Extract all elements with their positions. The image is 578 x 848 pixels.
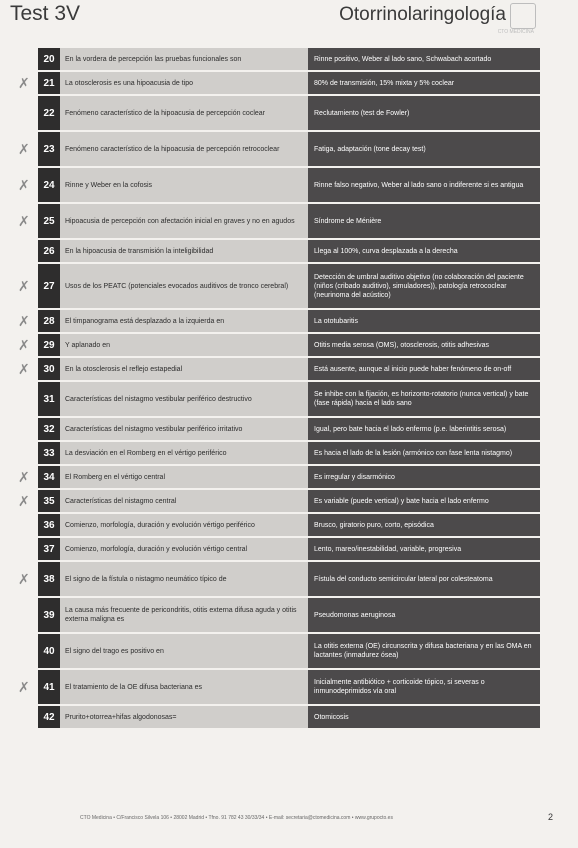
handwritten-x-mark-icon: ✗ <box>18 278 30 294</box>
question-cell <box>38 490 308 512</box>
qa-row <box>18 490 540 514</box>
question-cell <box>38 264 308 308</box>
question-number: 40 <box>38 634 60 668</box>
handwritten-x-mark-icon: ✗ <box>18 679 30 695</box>
handwritten-x-mark-icon: ✗ <box>18 361 30 377</box>
question-number: 32 <box>38 418 60 440</box>
question-number: 22 <box>38 96 60 130</box>
answer-text: Fístula del conducto semicircular lateral por colesteatoma <box>308 562 540 596</box>
question-cell <box>38 562 308 596</box>
subject-title: Otorrinolaringología <box>339 4 506 25</box>
question-number: 33 <box>38 442 60 464</box>
answer-text: Es hacia el lado de la lesión (armónico con fase lenta nistagmo) <box>308 442 540 464</box>
question-number: 25 <box>38 204 60 238</box>
answer-text: 80% de transmisión, 15% mixta y 5% coclear <box>308 72 540 94</box>
cto-logo-icon <box>510 3 536 29</box>
question-cell <box>38 48 308 70</box>
question-text: Comienzo, morfología, duración y evolución vértigo central <box>65 545 248 553</box>
question-text: Y aplanado en <box>65 341 111 349</box>
question-text: Características del nistagmo vestibular periférico destructivo <box>65 395 252 403</box>
qa-row <box>38 598 540 634</box>
footer-text: CTO Medicina • C/Francisco Silvela 106 • 28002 Madrid • Tfno. 91 782 43 30/33/34 • E-mail: secretaria@ctomedicina.com • www.grupocto.es <box>80 815 393 821</box>
logo-text: CTO MEDICINA <box>497 29 534 35</box>
question-text: En la otosclerosis el reflejo estapedial <box>65 365 183 373</box>
question-number: 42 <box>38 706 60 728</box>
qa-row <box>18 72 540 96</box>
qa-row <box>38 418 540 442</box>
answer-text: Es irregular y disarmónico <box>308 466 540 488</box>
question-cell <box>38 598 308 632</box>
question-cell <box>38 514 308 536</box>
handwritten-x-mark-icon: ✗ <box>18 469 30 485</box>
answer-text: La otitis externa (OE) circunscrita y difusa bacteriana y en las OMA en lactantes (inmadurez ósea) <box>308 634 540 668</box>
question-cell <box>38 466 308 488</box>
question-text: El signo de la fístula o nistagmo neumático típico de <box>65 575 227 583</box>
qa-row <box>38 634 540 670</box>
question-text: La causa más frecuente de pericondritis, otitis externa difusa aguda y otitis externa maligna es <box>65 607 297 623</box>
qa-row <box>38 382 540 418</box>
qa-row <box>38 96 540 132</box>
qa-row <box>18 358 540 382</box>
answer-text: Se inhibe con la fijación, es horizonto-rotatorio (nunca vertical) y bate (fase rápida) hacia el lado sano <box>308 382 540 416</box>
question-cell <box>38 706 308 728</box>
answer-text: Lento, mareo/inestabilidad, variable, progresiva <box>308 538 540 560</box>
qa-row <box>38 240 540 264</box>
question-number: 30 <box>38 358 60 380</box>
answer-text: Brusco, giratorio puro, corto, episódica <box>308 514 540 536</box>
test-title: Test 3V <box>10 2 81 25</box>
question-cell <box>38 634 308 668</box>
qa-row <box>18 562 540 598</box>
question-number: 28 <box>38 310 60 332</box>
qa-row <box>38 538 540 562</box>
answer-text: Está ausente, aunque al inicio puede haber fenómeno de on-off <box>308 358 540 380</box>
question-number: 31 <box>38 382 60 416</box>
question-cell <box>38 334 308 356</box>
answer-text: Igual, pero bate hacia el lado enfermo (p.e. laberintitis serosa) <box>308 418 540 440</box>
question-text: Comienzo, morfología, duración y evolución vértigo periférico <box>65 521 255 529</box>
answer-text: Rinne falso negativo, Weber al lado sano o indiferente si es antigua <box>308 168 540 202</box>
question-number: 34 <box>38 466 60 488</box>
answer-text: Llega al 100%, curva desplazada a la derecha <box>308 240 540 262</box>
answer-text: Rinne positivo, Weber al lado sano, Schwabach acortado <box>308 48 540 70</box>
answer-text: Pseudomonas aeruginosa <box>308 598 540 632</box>
question-cell <box>38 382 308 416</box>
question-text: Características del nistagmo central <box>65 497 177 505</box>
qa-row <box>18 466 540 490</box>
question-text: La otosclerosis es una hipoacusia de tipo <box>65 79 194 87</box>
handwritten-x-mark-icon: ✗ <box>18 337 30 353</box>
question-number: 36 <box>38 514 60 536</box>
question-cell <box>38 132 308 166</box>
qa-row <box>38 442 540 466</box>
answer-text: Detección de umbral auditivo objetivo (no colaboración del paciente (niños (cribado auditivo), simuladores)), patología retrococlear (neurinoma del acústico) <box>308 264 540 308</box>
question-text: En la vordera de percepción las pruebas funcionales son <box>65 55 242 63</box>
question-cell <box>38 418 308 440</box>
question-number: 21 <box>38 72 60 94</box>
qa-row <box>18 132 540 168</box>
qa-row <box>18 310 540 334</box>
question-text: Usos de los PEATC (potenciales evocados auditivos de tronco cerebral) <box>65 282 289 290</box>
handwritten-x-mark-icon: ✗ <box>18 571 30 587</box>
answer-text: Síndrome de Ménière <box>308 204 540 238</box>
answer-text: Fatiga, adaptación (tone decay test) <box>308 132 540 166</box>
qa-row <box>18 168 540 204</box>
question-text: Prurito+otorrea+hifas algodonosas= <box>65 713 177 721</box>
question-number: 27 <box>38 264 60 308</box>
question-text: El timpanograma está desplazado a la izquierda en <box>65 317 225 325</box>
question-cell <box>38 168 308 202</box>
qa-row <box>38 48 540 72</box>
question-number: 24 <box>38 168 60 202</box>
answer-text: La ototubaritis <box>308 310 540 332</box>
qa-row <box>18 204 540 240</box>
question-cell <box>38 72 308 94</box>
page-number: 2 <box>547 812 553 822</box>
answer-text: Otomicosis <box>308 706 540 728</box>
handwritten-x-mark-icon: ✗ <box>18 493 30 509</box>
question-text: En la hipoacusia de transmisión la inteligibilidad <box>65 247 214 255</box>
handwritten-x-mark-icon: ✗ <box>18 213 30 229</box>
question-number: 23 <box>38 132 60 166</box>
question-text: Fenómeno característico de la hipoacusia de percepción coclear <box>65 109 266 117</box>
question-text: Características del nistagmo vestibular periférico irritativo <box>65 425 243 433</box>
question-cell <box>38 240 308 262</box>
question-cell <box>38 442 308 464</box>
question-cell <box>38 538 308 560</box>
question-cell <box>38 670 308 704</box>
question-number: 20 <box>38 48 60 70</box>
answer-text: Reclutamiento (test de Fowler) <box>308 96 540 130</box>
qa-row <box>18 264 540 310</box>
question-text: Fenómeno característico de la hipoacusia de percepción retrococlear <box>65 145 280 153</box>
answer-text: Es variable (puede vertical) y bate hacia el lado enfermo <box>308 490 540 512</box>
question-text: El signo del trago es positivo en <box>65 647 164 655</box>
question-number: 35 <box>38 490 60 512</box>
question-cell <box>38 96 308 130</box>
question-number: 41 <box>38 670 60 704</box>
handwritten-x-mark-icon: ✗ <box>18 177 30 193</box>
question-text: Hipoacusia de percepción con afectación inicial en graves y no en agudos <box>65 217 295 225</box>
handwritten-x-mark-icon: ✗ <box>18 141 30 157</box>
qa-table <box>18 48 540 730</box>
question-number: 38 <box>38 562 60 596</box>
question-cell <box>38 310 308 332</box>
question-cell <box>38 358 308 380</box>
question-cell <box>38 204 308 238</box>
question-text: El Romberg en el vértigo central <box>65 473 165 481</box>
qa-row <box>38 706 540 730</box>
question-number: 37 <box>38 538 60 560</box>
question-text: El tratamiento de la OE difusa bacteriana es <box>65 683 202 691</box>
question-number: 26 <box>38 240 60 262</box>
qa-row <box>18 334 540 358</box>
question-text: La desviación en el Romberg en el vértigo periférico <box>65 449 227 457</box>
answer-text: Inicialmente antibiótico + corticoide tópico, si severas o inmunodeprimidos vía oral <box>308 670 540 704</box>
qa-row <box>38 514 540 538</box>
page-header <box>0 0 578 40</box>
handwritten-x-mark-icon: ✗ <box>18 75 30 91</box>
question-number: 29 <box>38 334 60 356</box>
answer-text: Otitis media serosa (OMS), otosclerosis, otitis adhesivas <box>308 334 540 356</box>
question-number: 39 <box>38 598 60 632</box>
handwritten-x-mark-icon: ✗ <box>18 313 30 329</box>
qa-row <box>18 670 540 706</box>
question-text: Rinne y Weber en la cofosis <box>65 181 153 189</box>
